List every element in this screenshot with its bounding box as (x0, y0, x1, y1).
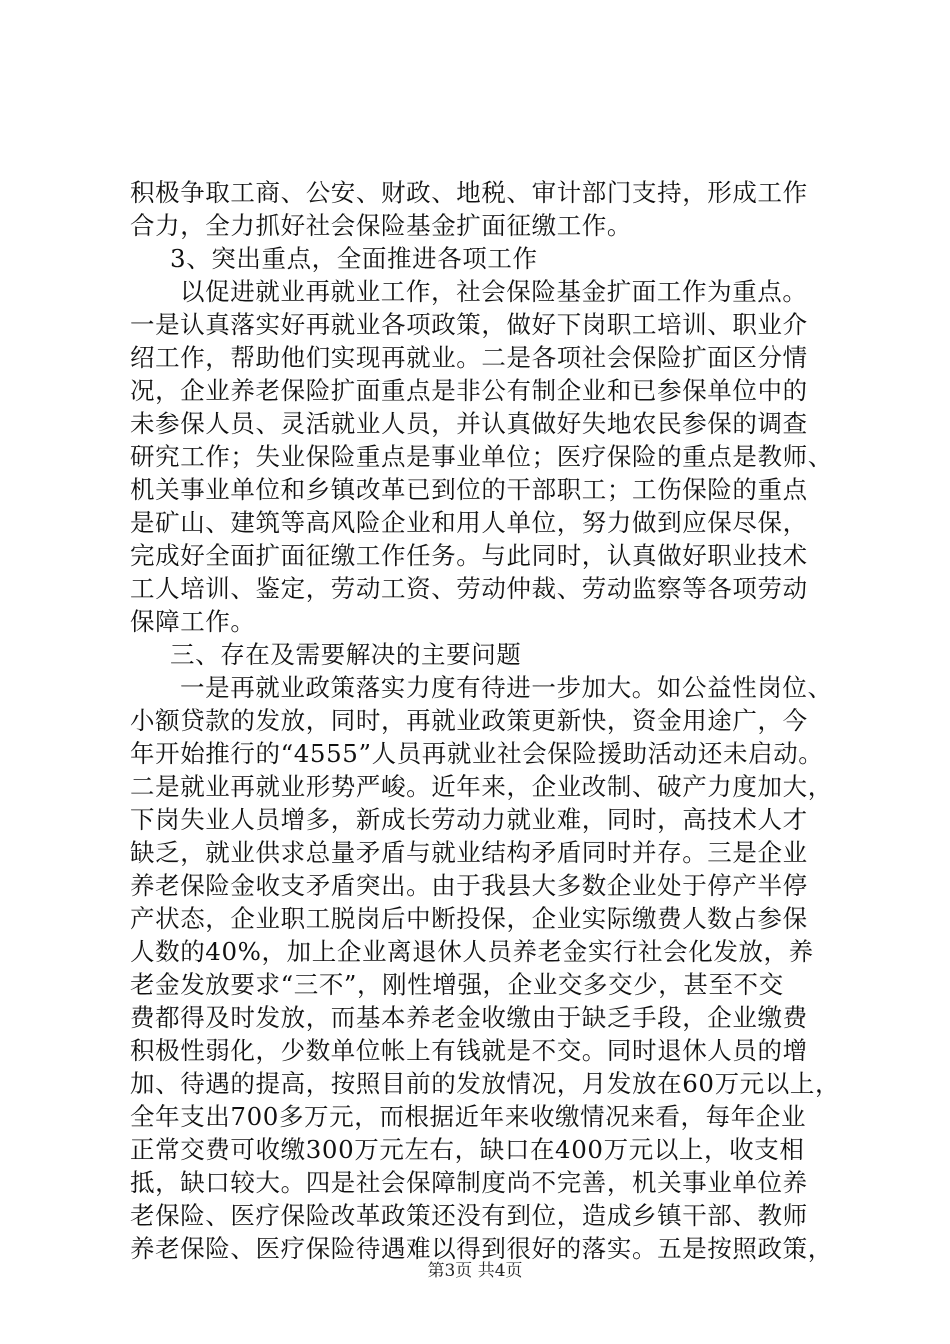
text-line: 积极性弱化，少数单位帐上有钱就是不交。同时退休人员的增 (130, 1036, 808, 1065)
section-heading: 3、突出重点，全面推进各项工作 (170, 244, 538, 273)
text-line: 研究工作；失业保险重点是事业单位；医疗保险的重点是教师、 (130, 442, 833, 471)
text-line: 正常交费可收缴300万元左右，缺口在400万元以上，收支相 (130, 1135, 805, 1164)
text-line: 况，企业养老保险扩面重点是非公有制企业和已参保单位中的 (130, 376, 808, 405)
text-line: 未参保人员、灵活就业人员，并认真做好失地农民参保的调查 (130, 409, 808, 438)
text-line: 工人培训、鉴定，劳动工资、劳动仲裁、劳动监察等各项劳动 (130, 574, 808, 603)
text-line: 完成好全面扩面征缴工作任务。与此同时，认真做好职业技术 (130, 541, 808, 570)
text-line: 产状态，企业职工脱岗后中断投保，企业实际缴费人数占参保 (130, 904, 808, 933)
text-line: 绍工作，帮助他们实现再就业。二是各项社会保险扩面区分情 (130, 343, 808, 372)
text-line: 保障工作。 (130, 607, 256, 636)
page-number-footer: 第3页 共4页 (427, 1261, 523, 1281)
text-line: 一是认真落实好再就业各项政策，做好下岗职工培训、职业介 (130, 310, 808, 339)
text-line: 加、待遇的提高，按照目前的发放情况，月发放在60万元以上， (130, 1069, 841, 1098)
text-line: 缺乏，就业供求总量矛盾与就业结构矛盾同时并存。三是企业 (130, 838, 808, 867)
paragraph-first-line: 一是再就业政策落实力度有待进一步加大。如公益性岗位、 (180, 673, 833, 702)
text-line: 年开始推行的“4555”人员再就业社会保险援助活动还未启动。 (130, 739, 824, 768)
text-line: 小额贷款的发放，同时，再就业政策更新快，资金用途广，今 (130, 706, 808, 735)
text-line: 全年支出700多万元，而根据近年来收缴情况来看，每年企业 (130, 1102, 807, 1131)
text-line: 费都得及时发放，而基本养老金收缴由于缺乏手段，企业缴费 (130, 1003, 808, 1032)
text-line: 抵，缺口较大。四是社会保障制度尚不完善，机关事业单位养 (130, 1168, 808, 1197)
text-line: 老保险、医疗保险改革政策还没有到位，造成乡镇干部、教师 (130, 1201, 808, 1230)
paragraph-first-line: 以促进就业再就业工作，社会保险基金扩面工作为重点。 (180, 277, 808, 306)
text-line: 养老保险金收支矛盾突出。由于我县大多数企业处于停产半停 (130, 871, 808, 900)
document-body (130, 176, 841, 1265)
section-heading: 三、存在及需要解决的主要问题 (170, 640, 522, 669)
text-line: 合力，全力抓好社会保险基金扩面征缴工作。 (130, 211, 632, 240)
text-line: 老金发放要求“三不”，刚性增强，企业交多交少，甚至不交 (130, 970, 784, 999)
text-line: 机关事业单位和乡镇改革已到位的干部职工；工伤保险的重点 (130, 475, 808, 504)
text-line: 是矿山、建筑等高风险企业和用人单位，努力做到应保尽保， (130, 508, 808, 537)
text-line: 人数的40%，加上企业离退休人员养老金实行社会化发放，养 (130, 937, 814, 966)
text-line: 二是就业再就业形势严峻。近年来，企业改制、破产力度加大， (130, 772, 833, 801)
text-line: 积极争取工商、公安、财政、地税、审计部门支持，形成工作 (130, 178, 808, 207)
text-line: 下岗失业人员增多，新成长劳动力就业难，同时，高技术人才 (130, 805, 808, 834)
text-line: 养老保险、医疗保险待遇难以得到很好的落实。五是按照政策， (130, 1234, 833, 1263)
